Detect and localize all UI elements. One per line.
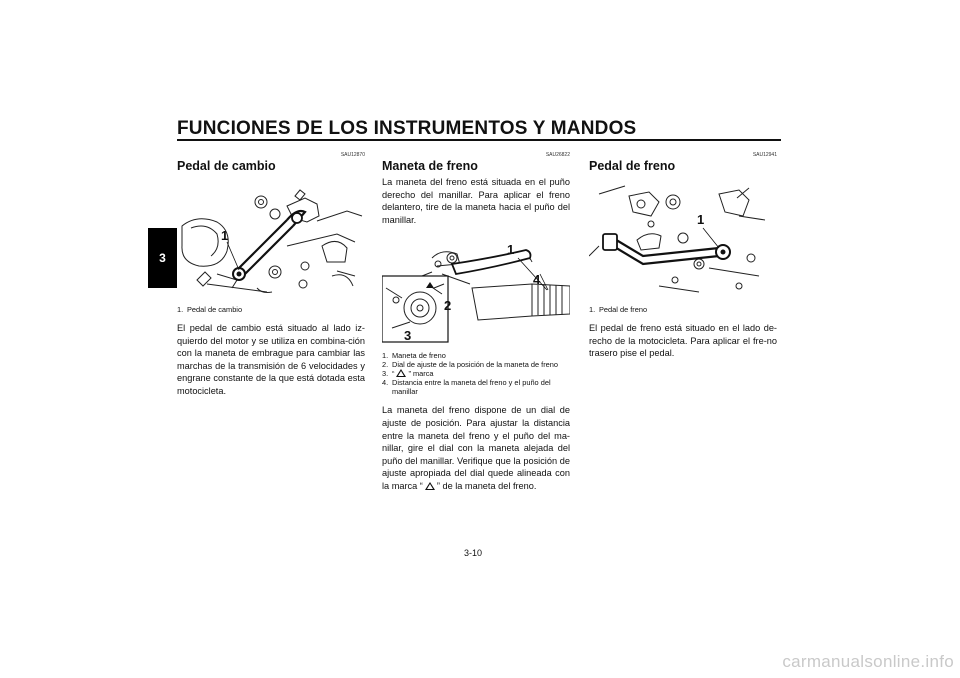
section-brake-lever (382, 152, 570, 493)
watermark: carmanualsonline.info (782, 652, 954, 671)
brake-pedal-figure (589, 176, 777, 300)
shift-pedal-figure (177, 176, 365, 300)
caption-item: 1. Pedal de cambio (177, 305, 243, 314)
section-heading: Pedal de freno (589, 159, 676, 173)
figure-captions (177, 305, 365, 314)
figure-captions (382, 351, 570, 396)
callout-label: 1 (697, 212, 705, 227)
callout-label: 2 (444, 298, 452, 314)
triangle-mark-icon (396, 369, 406, 377)
callout-label: 3 (404, 328, 412, 344)
figure-captions (589, 305, 777, 314)
caption-item: 1. Pedal de freno (589, 305, 648, 314)
caption-item: 3. “ ” marca (382, 369, 434, 379)
body-paragraph: El pedal de freno está situado en el lado de-recho de la motocicleta. Para aplicar el fre-no trasero pise el pedal. (589, 323, 777, 359)
section-code: SAU26822 (545, 152, 570, 158)
body-paragraph: El pedal de cambio está situado al lado iz-quierdo del motor y se utiliza en combina-ción con la maneta de embrague para cambiar las marchas de la transmisión de 6 velocidades y engrane constante de la que está dotada esta motocicleta. (177, 323, 365, 396)
caption-item: 4. Distancia entre la maneta del freno y el puño del manillar (382, 378, 551, 397)
page-title: FUNCIONES DE LOS INSTRUMENTOS Y MANDOS (177, 118, 637, 139)
brake-lever-figure (382, 228, 570, 346)
body-paragraph: La maneta del freno dispone de un dial de ajuste de posición. Para ajustar la distancia entre la maneta del freno y el puño del ma-nillar, gire el dial con la maneta alejada del puño del manillar. Verifique que la posición de ajuste apropiada del dial quede alineada con la marca “ ” de la maneta del freno. (382, 405, 570, 491)
title-rule (177, 139, 781, 141)
section-code: SAU12870 (340, 152, 365, 158)
caption-item: 1. Maneta de freno (382, 351, 446, 361)
callout-label: 4 (533, 272, 541, 288)
callout-label: 1 (507, 242, 515, 258)
section-shift-pedal (177, 152, 365, 398)
chapter-tab: 3 (148, 228, 177, 288)
section-heading: Maneta de freno (382, 159, 478, 173)
section-brake-pedal (589, 152, 777, 360)
caption-item: 2. Dial de ajuste de la posición de la maneta de freno (382, 360, 558, 370)
section-code: SAU12941 (752, 152, 777, 158)
intro-paragraph: La maneta del freno está situada en el puño derecho del manillar. Para aplicar el freno delantero, tire de la maneta hacia el puño del manillar. (382, 177, 570, 225)
section-heading: Pedal de cambio (177, 159, 276, 173)
callout-label: 1 (221, 228, 229, 243)
triangle-mark-icon (425, 482, 435, 490)
page-number: 3-10 (464, 548, 483, 558)
